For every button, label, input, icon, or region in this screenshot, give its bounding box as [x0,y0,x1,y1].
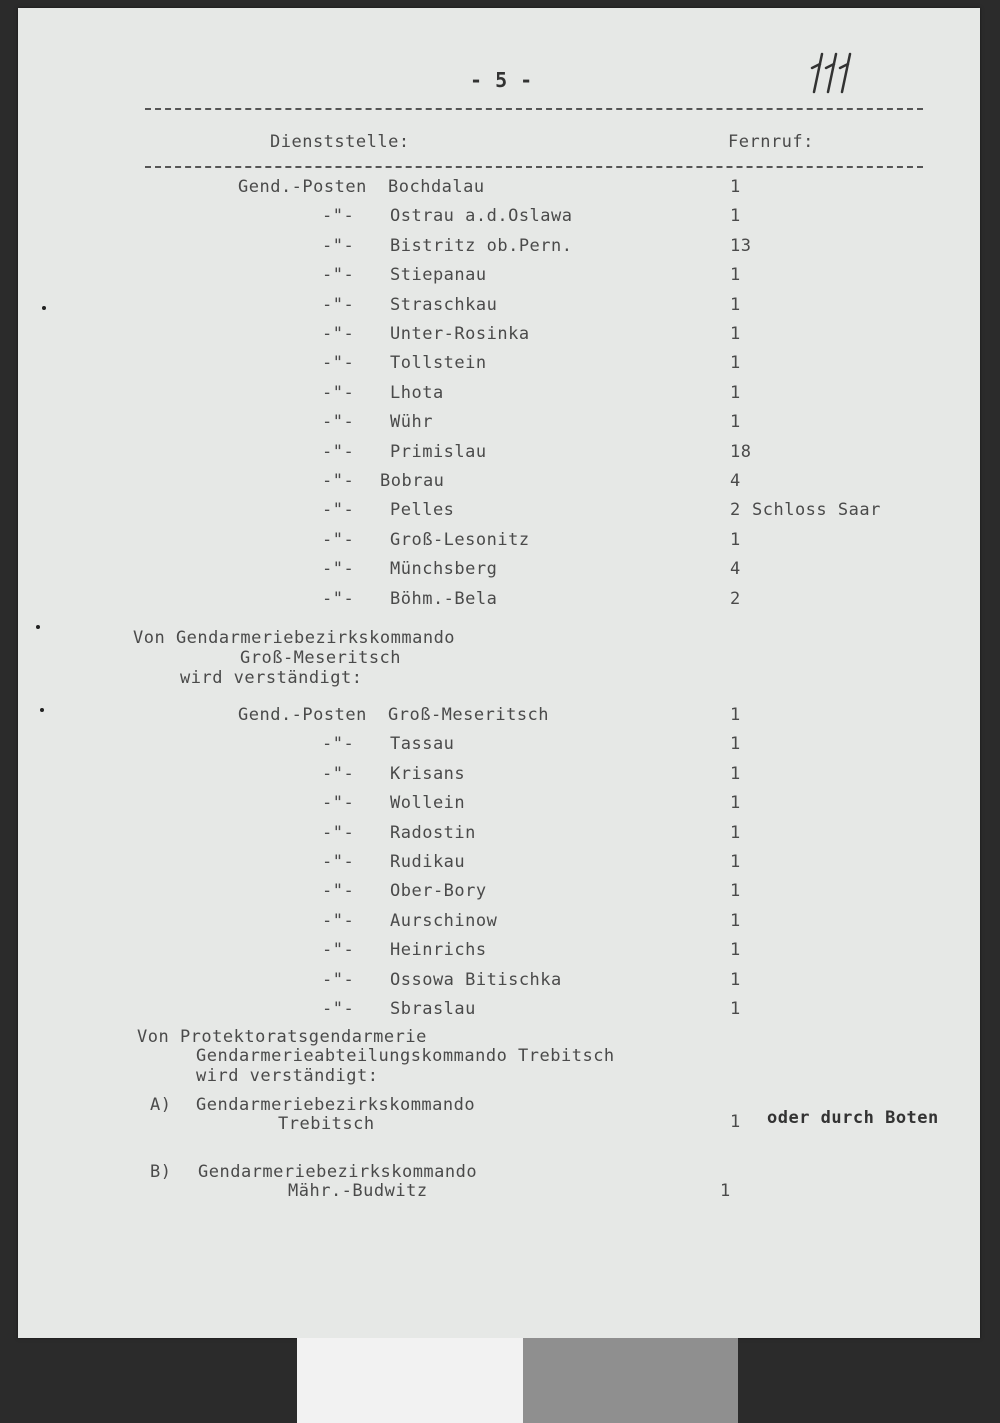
margin-speck [42,306,46,310]
station-prefix: -"- [322,763,355,784]
station-prefix: -"- [322,969,355,990]
station-phone: 1 [730,353,741,374]
station-prefix: -"- [322,940,355,961]
station-name: Lhota [390,382,444,403]
station-prefix: -"- [322,999,355,1019]
section3-intro-line2: Gendarmerieabteilungskommando Trebitsch [196,1046,615,1066]
station-phone: 1 [730,881,741,902]
station-phone: 4 [730,471,741,491]
station-name: Pelles [390,500,455,521]
station-phone: 1 [730,969,741,990]
item-a-line1: Gendarmeriebezirkskommando [196,1095,476,1115]
station-prefix: -"- [322,734,355,755]
item-a-label: A) [150,1095,172,1115]
station-name: Bistritz ob.Pern. [390,235,573,256]
station-prefix: -"- [322,294,355,315]
station-name: Heinrichs [390,940,487,961]
margin-speck [40,708,44,712]
station-prefix: Gend.-Posten [238,705,367,725]
station-phone: 1 [730,793,741,814]
station-name: Groß-Meseritsch [388,705,550,725]
station-name: Ober-Bory [390,881,487,902]
station-prefix: -"- [322,822,355,843]
item-b-phone: 1 [720,1181,731,1201]
station-phone: 1 [730,822,741,843]
station-phone: 1 [730,763,741,784]
section2-intro-line2: Groß-Meseritsch [240,648,402,668]
calibration-swatch-white [297,1338,523,1423]
folio-handwritten [806,48,858,98]
section2-intro-line3: wird verständigt: [180,668,363,688]
station-prefix: -"- [322,412,355,433]
station-phone: 1 [730,177,741,197]
station-name: Stiepanau [390,265,487,286]
item-a-line2: Trebitsch [278,1114,375,1134]
station-phone: 1 [730,852,741,872]
station-name: Wühr [390,412,433,433]
station-phone: 1 [730,206,741,227]
station-prefix: -"- [322,910,355,931]
station-phone: 2 [730,588,741,609]
station-phone: 1 [730,382,741,403]
header-rule-bottom [145,166,923,168]
station-name: Krisans [390,763,466,784]
station-prefix: -"- [322,529,355,550]
station-name: Sbraslau [390,999,476,1019]
section3-intro-line1: Von Protektoratsgendarmerie [137,1027,427,1047]
item-a-note: oder durch Boten [767,1108,939,1128]
item-a-phone: 1 [730,1112,741,1132]
station-prefix: -"- [322,852,355,872]
station-phone: 1 [730,734,741,755]
station-prefix: -"- [322,559,355,580]
station-phone: 2 [730,500,741,521]
station-prefix: Gend.-Posten [238,177,367,197]
station-prefix: -"- [322,793,355,814]
station-name: Unter-Rosinka [390,324,530,344]
station-phone: 1 [730,940,741,961]
calibration-swatch-grey [523,1338,738,1423]
station-name: Böhm.-Bela [390,588,498,609]
column-header-office: Dienststelle: [270,132,410,152]
station-phone: 18 [730,441,752,462]
station-name: Bochdalau [388,177,485,197]
station-prefix: -"- [322,206,355,227]
station-phone: 1 [730,265,741,286]
station-phone: 13 [730,235,752,256]
station-phone: 1 [730,999,741,1019]
station-prefix: -"- [322,588,355,609]
station-phone: 1 [730,910,741,931]
station-name: Primislau [390,441,487,462]
station-prefix: -"- [322,353,355,374]
station-phone: 4 [730,559,741,580]
station-name: Ostrau a.d.Oslawa [390,206,573,227]
station-note: Schloss Saar [752,500,881,521]
station-prefix: -"- [322,441,355,462]
station-name: Wollein [390,793,466,814]
station-name: Tassau [390,734,455,755]
column-header-phone: Fernruf: [728,132,814,152]
station-phone: 1 [730,294,741,315]
section3-intro-line3: wird verständigt: [196,1066,379,1086]
station-prefix: -"- [322,881,355,902]
station-name: Münchsberg [390,559,498,580]
station-name: Rudikau [390,852,466,872]
station-name: Ossowa Bitischka [390,969,562,990]
page-number: - 5 - [470,68,533,92]
station-name: Bobrau [380,471,445,491]
station-name: Straschkau [390,294,498,315]
station-name: Groß-Lesonitz [390,529,530,550]
item-b-line2: Mähr.-Budwitz [288,1181,428,1201]
item-b-label: B) [150,1162,172,1182]
station-prefix: -"- [322,500,355,521]
station-prefix: -"- [322,382,355,403]
item-b-line1: Gendarmeriebezirkskommando [198,1162,478,1182]
station-phone: 1 [730,529,741,550]
station-prefix: -"- [322,471,355,491]
margin-speck [36,625,40,629]
station-prefix: -"- [322,235,355,256]
station-phone: 1 [730,324,741,344]
station-name: Radostin [390,822,476,843]
station-prefix: -"- [322,265,355,286]
station-prefix: -"- [322,324,355,344]
station-name: Aurschinow [390,910,498,931]
section2-intro-line1: Von Gendarmeriebezirkskommando [133,628,456,648]
station-phone: 1 [730,412,741,433]
header-rule-top [145,108,923,110]
station-phone: 1 [730,705,741,725]
station-name: Tollstein [390,353,487,374]
